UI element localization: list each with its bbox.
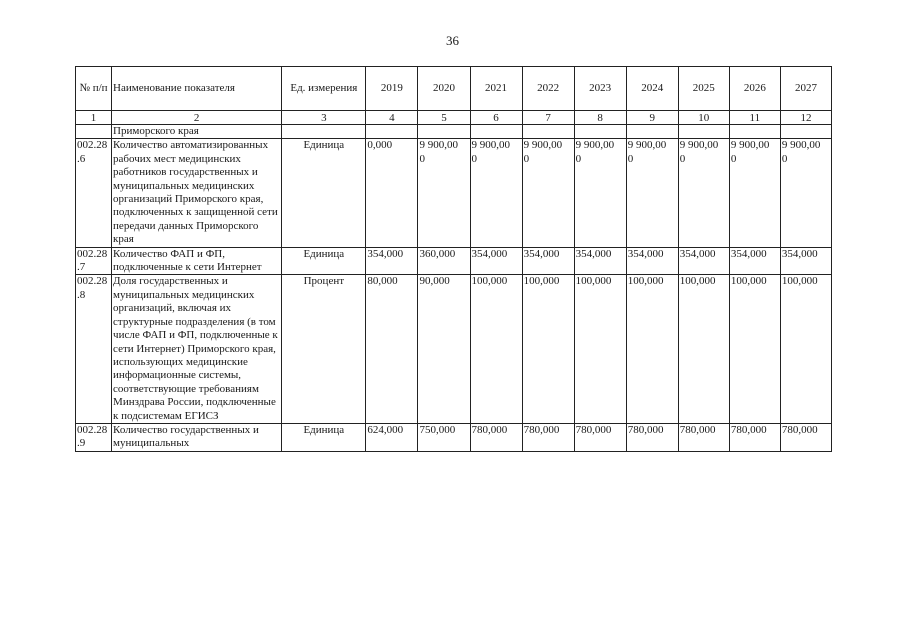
value-cell: 360,000 [418, 247, 470, 275]
header-year: 2024 [626, 67, 678, 111]
value-cell: 100,000 [729, 275, 780, 423]
value-cell: 354,000 [574, 247, 626, 275]
column-number: 6 [470, 111, 522, 125]
value-cell: 0,000 [366, 139, 418, 247]
column-number-row [76, 111, 832, 125]
value-cell: 9 900,00 0 [418, 139, 470, 247]
value-cell: 354,000 [626, 247, 678, 275]
indicator-name: Количество ФАП и ФП, подключенные к сети Интернет [112, 247, 282, 275]
value-cell: 354,000 [678, 247, 729, 275]
value-cell: 9 900,00 0 [729, 139, 780, 247]
table-row [76, 275, 832, 423]
header-year: 2020 [418, 67, 470, 111]
value-cell: 100,000 [780, 275, 831, 423]
value-cell: 80,000 [366, 275, 418, 423]
value-cell: 90,000 [418, 275, 470, 423]
value-cell: 354,000 [729, 247, 780, 275]
indicator-code: 002.28 .8 [76, 275, 112, 423]
value-cell: 780,000 [522, 423, 574, 451]
indicators-table [75, 66, 832, 452]
indicator-name: Доля государственных и муниципальных медицинских организаций, включая их структурные подразделения (в том числе ФАП и ФП, подключенные к сети Интернет) Приморского края, использующих медицинские информационные системы, соответствующие требованиям Минздрава России, подключенные к подсистемам ЕГИСЗ [112, 275, 282, 423]
value-cell: 750,000 [418, 423, 470, 451]
value-cell: 9 900,00 0 [522, 139, 574, 247]
indicator-code: 002.28 .6 [76, 139, 112, 247]
value-cell: 354,000 [522, 247, 574, 275]
header-unit: Ед. измерения [282, 67, 366, 111]
column-number: 7 [522, 111, 574, 125]
indicator-unit: Единица [282, 423, 366, 451]
header-year: 2026 [729, 67, 780, 111]
header-name: Наименование показателя [112, 67, 282, 111]
column-number: 1 [76, 111, 112, 125]
indicator-unit: Процент [282, 275, 366, 423]
value-cell: 9 900,00 0 [678, 139, 729, 247]
value-cell: 780,000 [574, 423, 626, 451]
indicator-name: Количество государственных и муниципальных [112, 423, 282, 451]
table-row [76, 247, 832, 275]
value-cell: 9 900,00 0 [470, 139, 522, 247]
indicator-name: Количество автоматизированных рабочих мест медицинских работников государственных и муниципальных медицинских организаций Приморского края, подключенных к защищенной сети передачи данных Приморского края [112, 139, 282, 247]
column-number: 8 [574, 111, 626, 125]
value-cell: 100,000 [522, 275, 574, 423]
indicator-code: 002.28 .7 [76, 247, 112, 275]
value-cell: 354,000 [366, 247, 418, 275]
value-cell: 9 900,00 0 [780, 139, 831, 247]
indicator-name: Приморского края [112, 125, 282, 139]
continuation-row [76, 125, 832, 139]
header-year: 2023 [574, 67, 626, 111]
column-number: 3 [282, 111, 366, 125]
header-year: 2027 [780, 67, 831, 111]
table-row [76, 139, 832, 247]
value-cell: 100,000 [678, 275, 729, 423]
header-num: № п/п [76, 67, 112, 111]
value-cell: 354,000 [470, 247, 522, 275]
value-cell: 100,000 [626, 275, 678, 423]
header-row [76, 67, 832, 111]
column-number: 12 [780, 111, 831, 125]
column-number: 5 [418, 111, 470, 125]
header-year: 2022 [522, 67, 574, 111]
column-number: 9 [626, 111, 678, 125]
value-cell: 100,000 [470, 275, 522, 423]
indicator-unit: Единица [282, 247, 366, 275]
header-year: 2019 [366, 67, 418, 111]
column-number: 11 [729, 111, 780, 125]
value-cell: 624,000 [366, 423, 418, 451]
header-year: 2021 [470, 67, 522, 111]
value-cell: 780,000 [626, 423, 678, 451]
page-number: 36 [446, 33, 459, 48]
header-year: 2025 [678, 67, 729, 111]
column-number: 4 [366, 111, 418, 125]
column-number: 2 [112, 111, 282, 125]
value-cell: 9 900,00 0 [574, 139, 626, 247]
indicator-code: 002.28 .9 [76, 423, 112, 451]
value-cell: 780,000 [678, 423, 729, 451]
value-cell: 354,000 [780, 247, 831, 275]
value-cell: 780,000 [470, 423, 522, 451]
value-cell: 9 900,00 0 [626, 139, 678, 247]
table-row [76, 423, 832, 451]
value-cell: 780,000 [780, 423, 831, 451]
value-cell: 780,000 [729, 423, 780, 451]
column-number: 10 [678, 111, 729, 125]
value-cell: 100,000 [574, 275, 626, 423]
indicator-unit: Единица [282, 139, 366, 247]
